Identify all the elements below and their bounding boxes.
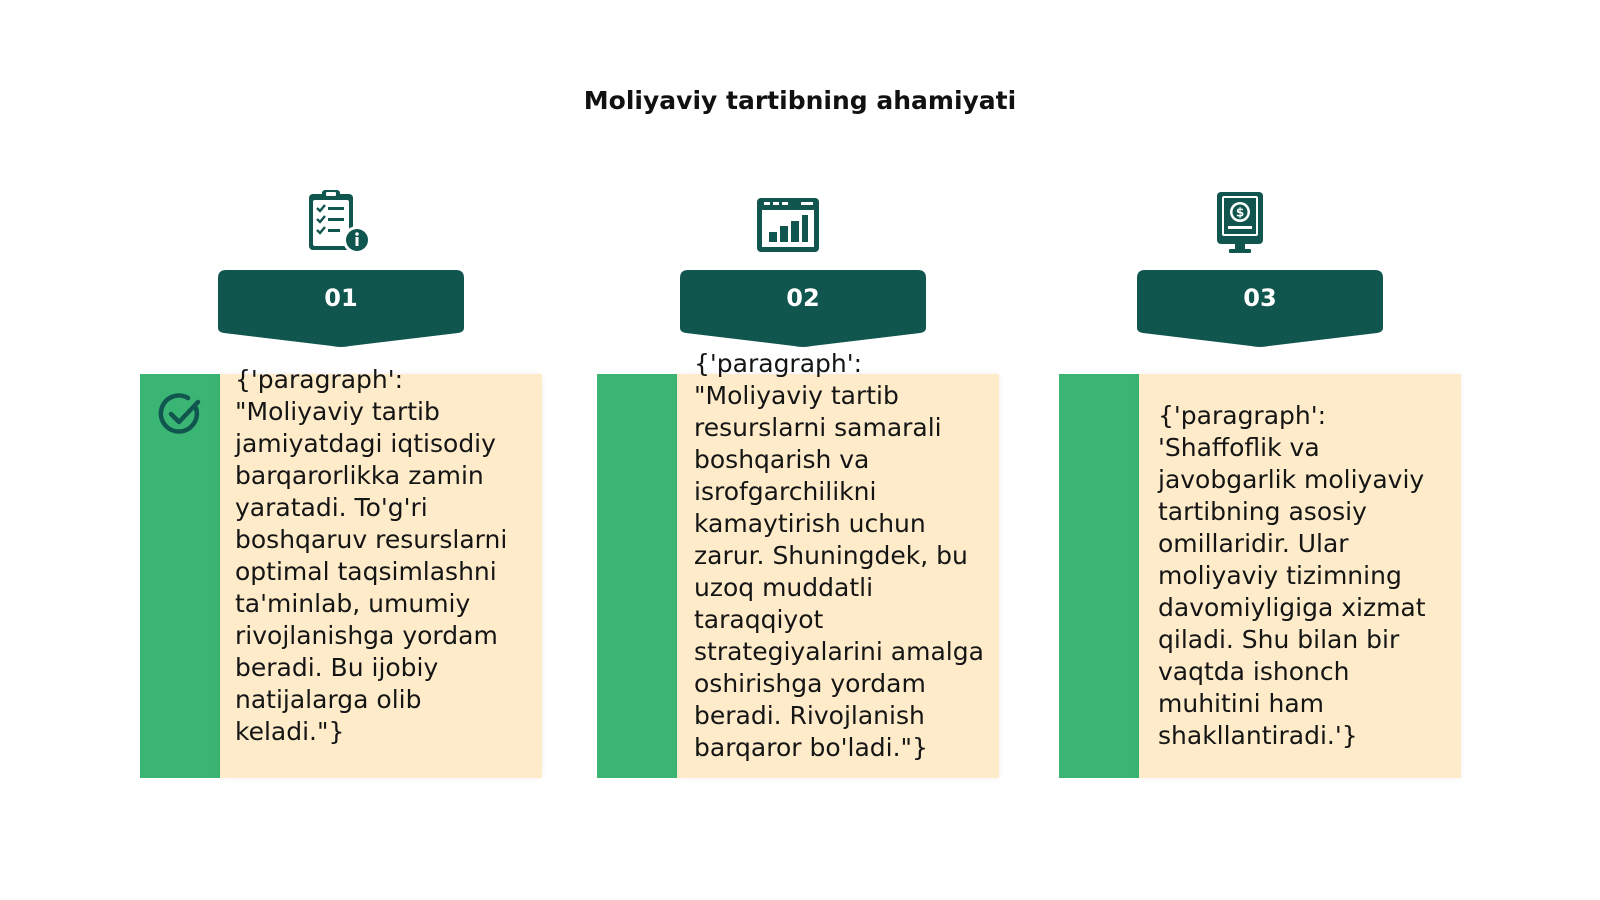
clipboard-checklist-info-icon bbox=[305, 188, 375, 258]
paragraph-text: {'paragraph': 'Shaffoflik va javobgarlik moliyaviy tartibning asosiy omillaridir. Ular moliyaviy tizimning davomiyligiga xizmat qiladi. Shu bilan bir vaqtda ishonch muhitini ham shakllantiradi.'} bbox=[1158, 401, 1426, 750]
svg-text:$: $ bbox=[1235, 205, 1245, 220]
paragraph-text: {'paragraph': "Moliyaviy tartib jamiyatdagi iqtisodiy barqarorlikka zamin yaratadi. To'g'ri boshqaruv resurslarni optimal taqsimlashni ta'minlab, umumiy rivojlanishga yordam beradi. Bu ijobiy natijalarga olib keladi."} bbox=[235, 365, 508, 746]
step-tab-01 bbox=[218, 270, 464, 348]
step-number: 01 bbox=[324, 284, 358, 312]
column-3 bbox=[1057, 0, 1477, 900]
step-tab-02 bbox=[680, 270, 926, 348]
column-1 bbox=[140, 0, 560, 900]
column-2 bbox=[595, 0, 1015, 900]
paragraph-text: {'paragraph': "Moliyaviy tartib resurslarni samarali boshqarish va isrofgarchilikni kamaytirish uchun zarur. Shuningdek, bu uzoq muddatli taraqqiyot strategiyalarini amalga oshirishga yordam beradi. Rivojlanish barqaror bo'ladi."} bbox=[694, 349, 984, 762]
check-circle-icon bbox=[158, 392, 204, 438]
accent-bar bbox=[140, 374, 220, 778]
bar-chart-window-icon bbox=[753, 188, 823, 258]
accent-bar bbox=[1059, 374, 1139, 778]
dollar-monitor-icon bbox=[1205, 188, 1275, 258]
step-number: 03 bbox=[1243, 284, 1277, 312]
accent-bar bbox=[597, 374, 677, 778]
step-number: 02 bbox=[786, 284, 820, 312]
page-title: Moliyaviy tartibning ahamiyati bbox=[583, 86, 1017, 115]
step-tab-03 bbox=[1137, 270, 1383, 348]
